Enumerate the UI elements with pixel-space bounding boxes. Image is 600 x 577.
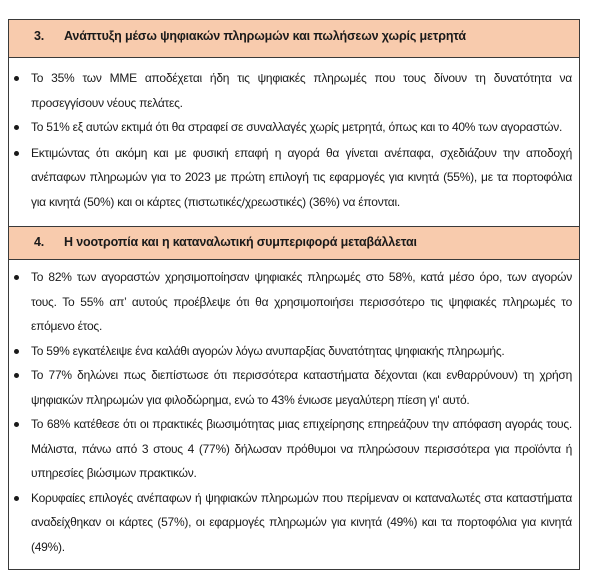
section-3-body <box>9 58 579 226</box>
bullet-text: Το 51% εξ αυτών εκτιμά ότι θα στραφεί σε συναλλαγές χωρίς μετρητά, όπως και το 40% των αγοραστών. <box>31 120 563 134</box>
section-3-title: Ανάπτυξη μέσω ψηφιακών πληρωμών και πωλήσεων χωρίς μετρητά <box>64 29 466 43</box>
bullet-item <box>9 363 572 412</box>
bullet-dot-icon <box>14 349 19 354</box>
bullet-dot-icon <box>14 373 19 378</box>
document-table <box>8 19 580 570</box>
bullet-item <box>9 66 572 115</box>
bullet-dot-icon <box>14 125 19 130</box>
bullet-text: Κορυφαίες επιλογές ανέπαφων ή ψηφιακών πληρωμών που περίμεναν οι καταναλωτές στα καταστήματα αναδείχθηκαν οι κάρτες (57%), οι εφαρμογές πληρωμών για κινητά (49%) και τα πορτοφόλια για κινητά (49%). <box>31 490 572 554</box>
section-4-title: Η νοοτροπία και η καταναλωτική συμπεριφορά μεταβάλλεται <box>64 235 417 249</box>
bullet-text: Εκτιμώντας ότι ακόμη και με φυσική επαφή η αγορά θα γίνεται ανέπαφα, σχεδιάζουν την αποδοχή ανέπαφων πληρωμών για το 2023 με πρώτη επιλογή τις εφαρμογές για κινητά (55%), με τα πορτοφόλια για κινητά (50%) και οι κάρτες (πιστωτικές/χρεωστικές) (36%) να έπονται. <box>31 145 572 209</box>
section-4-header <box>9 226 579 260</box>
bullet-item <box>9 141 572 215</box>
bullet-dot-icon <box>14 76 19 81</box>
bullet-dot-icon <box>14 275 19 280</box>
section-4-number: 4. <box>34 235 45 249</box>
bullet-item <box>9 412 572 486</box>
bullet-text: Το 82% των αγοραστών χρησιμοποίησαν ψηφιακές πληρωμές στο 58%, κατά μέσο όρο, των αγορών τους. Το 55% απ’ αυτούς προέβλεψε ότι θα χρησιμοποιήσει περισσότερο τις ψηφιακές πληρωμές το επόμενο έτος. <box>31 270 572 333</box>
bullet-item <box>9 486 572 560</box>
bullet-text: Το 35% των ΜΜΕ αποδέχεται ήδη τις ψηφιακές πληρωμές που τους δίνουν τη δυνατότητα να προσεγγίσουν νέους πελάτες. <box>31 71 572 110</box>
section-3-bullet-list <box>9 66 579 214</box>
bullet-dot-icon <box>14 151 19 156</box>
bullet-item <box>9 115 572 140</box>
bullet-item <box>9 265 572 339</box>
section-3-number: 3. <box>34 29 45 43</box>
section-4-body <box>9 260 579 559</box>
bullet-dot-icon <box>14 422 19 427</box>
bullet-item <box>9 339 572 364</box>
bullet-text: Το 68% κατέθεσε ότι οι πρακτικές βιωσιμότητας μιας επιχείρησης επηρεάζουν την απόφαση αγοράς τους. Μάλιστα, πάνω από 3 στους 4 (77%) δήλωσαν πρόθυμοι να πληρώσουν περισσότερα για προϊόντα ή υπηρεσίες βιώσιμων πρακτικών. <box>31 417 572 480</box>
bullet-text: Το 77% δηλώνει πως διεπίστωσε ότι περισσότερα καταστήματα δέχονται (και ενθαρρύνουν) τη χρήση ψηφιακών πληρωμών για φιλοδώρημα, ενώ το 43% ένιωσε μεγαλύτερη πίεση γι' αυτό. <box>31 368 572 407</box>
section-4-bullet-list <box>9 265 579 559</box>
bullet-dot-icon <box>14 496 19 501</box>
section-3-header <box>9 20 579 58</box>
bullet-text: Το 59% εγκατέλειψε ένα καλάθι αγορών λόγω ανυπαρξίας δυνατότητας ψηφιακής πληρωμής. <box>31 343 505 358</box>
